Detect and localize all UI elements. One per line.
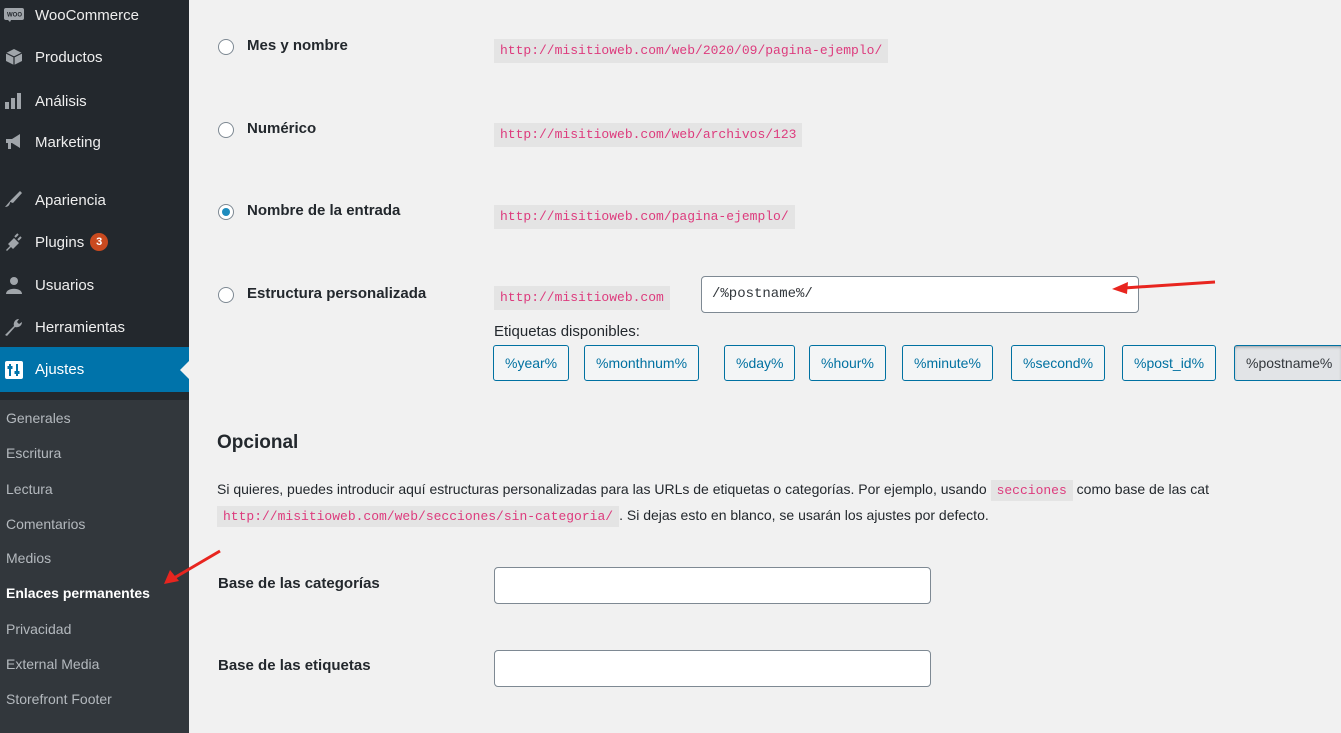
tag-button-minute[interactable]: %minute%	[902, 345, 993, 381]
woocommerce-icon	[4, 5, 24, 25]
sample-url-numeric: http://misitioweb.com/web/archivos/123	[494, 123, 802, 147]
option-label-month-and-name: Mes y nombre	[247, 37, 348, 54]
menu-item-woocommerce[interactable]	[0, 0, 189, 33]
tag-button-day[interactable]: %day%	[724, 345, 795, 381]
submenu-storefront-footer[interactable]: Storefront Footer	[6, 691, 112, 707]
settings-sliders-icon	[4, 360, 24, 380]
svg-text:WOO: WOO	[7, 12, 22, 19]
submenu-comentarios[interactable]: Comentarios	[6, 516, 86, 532]
menu-label: Plugins	[35, 233, 85, 251]
megaphone-icon	[4, 132, 24, 152]
update-count-badge: 3	[90, 233, 108, 251]
submenu-external-media[interactable]: External Media	[6, 656, 100, 672]
menu-label: Herramientas	[35, 318, 126, 336]
menu-label: Análisis	[35, 92, 87, 110]
submenu-generales[interactable]: Generales	[6, 410, 71, 426]
tag-button-postname[interactable]: %postname%	[1234, 345, 1341, 381]
radio-month-and-name[interactable]	[218, 39, 234, 55]
example-base-code: secciones	[991, 480, 1073, 501]
menu-label: WooCommerce	[35, 6, 139, 24]
tag-button-year[interactable]: %year%	[493, 345, 569, 381]
menu-item-productos[interactable]	[0, 39, 189, 75]
option-label-numeric: Numérico	[247, 120, 317, 137]
option-label-custom-structure: Estructura personalizada	[247, 285, 427, 302]
annotation-arrow-custom-input	[1110, 276, 1220, 296]
annotation-arrow-permalinks-menu	[160, 548, 225, 588]
sample-url-post-name: http://misitioweb.com/pagina-ejemplo/	[494, 205, 795, 229]
menu-label: Productos	[35, 48, 103, 66]
radio-post-name[interactable]	[218, 204, 234, 220]
category-base-input[interactable]	[494, 567, 931, 604]
tag-button-hour[interactable]: %hour%	[809, 345, 886, 381]
products-icon	[4, 47, 24, 67]
tag-base-label: Base de las etiquetas	[218, 657, 371, 674]
menu-label: Apariencia	[35, 191, 106, 209]
menu-label: Ajustes	[35, 361, 85, 378]
users-icon	[4, 275, 24, 295]
optional-description-line-2: http://misitioweb.com/web/secciones/sin-categoria/ . Si dejas esto en blanco, se usarán los ajustes por defecto.	[217, 507, 989, 524]
tag-button-second[interactable]: %second%	[1011, 345, 1105, 381]
submenu-lectura[interactable]: Lectura	[6, 481, 53, 497]
category-base-label: Base de las categorías	[218, 575, 380, 592]
menu-item-marketing[interactable]	[0, 124, 189, 160]
wrench-icon	[4, 317, 24, 337]
admin-sidebar	[0, 0, 189, 733]
available-tags-label: Etiquetas disponibles:	[494, 323, 640, 340]
menu-label: Usuarios	[35, 276, 95, 294]
plug-icon	[4, 232, 24, 252]
custom-structure-input[interactable]: /%postname%/	[701, 276, 1139, 313]
menu-item-ajustes[interactable]	[0, 347, 189, 392]
sample-url-month-and-name: http://misitioweb.com/web/2020/09/pagina-ejemplo/	[494, 39, 888, 63]
analytics-bars-icon	[4, 91, 24, 111]
menu-item-usuarios[interactable]	[0, 267, 189, 303]
optional-description-line-1: Si quieres, puedes introducir aquí estructuras personalizadas para las URLs de etiquetas o categorías. Por ejemplo, usando secciones como base de las cat	[217, 481, 1209, 498]
optional-heading: Opcional	[217, 432, 299, 453]
option-label-post-name: Nombre de la entrada	[247, 202, 401, 219]
submenu-escritura[interactable]: Escritura	[6, 445, 62, 461]
menu-item-apariencia[interactable]	[0, 182, 189, 218]
menu-label: Marketing	[35, 133, 101, 151]
example-url-code: http://misitioweb.com/web/secciones/sin-categoria/	[217, 506, 619, 527]
tag-button-monthnum[interactable]: %monthnum%	[584, 345, 699, 381]
tag-button-post-id[interactable]: %post_id%	[1122, 345, 1216, 381]
menu-item-analisis[interactable]	[0, 83, 189, 119]
tag-base-input[interactable]	[494, 650, 931, 687]
custom-structure-prefix: http://misitioweb.com	[494, 286, 670, 310]
radio-numeric[interactable]	[218, 122, 234, 138]
menu-item-herramientas[interactable]	[0, 309, 189, 345]
paintbrush-icon	[4, 190, 24, 210]
submenu-privacidad[interactable]: Privacidad	[6, 621, 72, 637]
submenu-medios[interactable]: Medios	[6, 550, 52, 566]
radio-custom-structure[interactable]	[218, 287, 234, 303]
menu-item-plugins[interactable]	[0, 224, 189, 260]
active-menu-pointer	[180, 361, 189, 379]
submenu-enlaces-permanentes[interactable]: Enlaces permanentes	[6, 585, 150, 601]
